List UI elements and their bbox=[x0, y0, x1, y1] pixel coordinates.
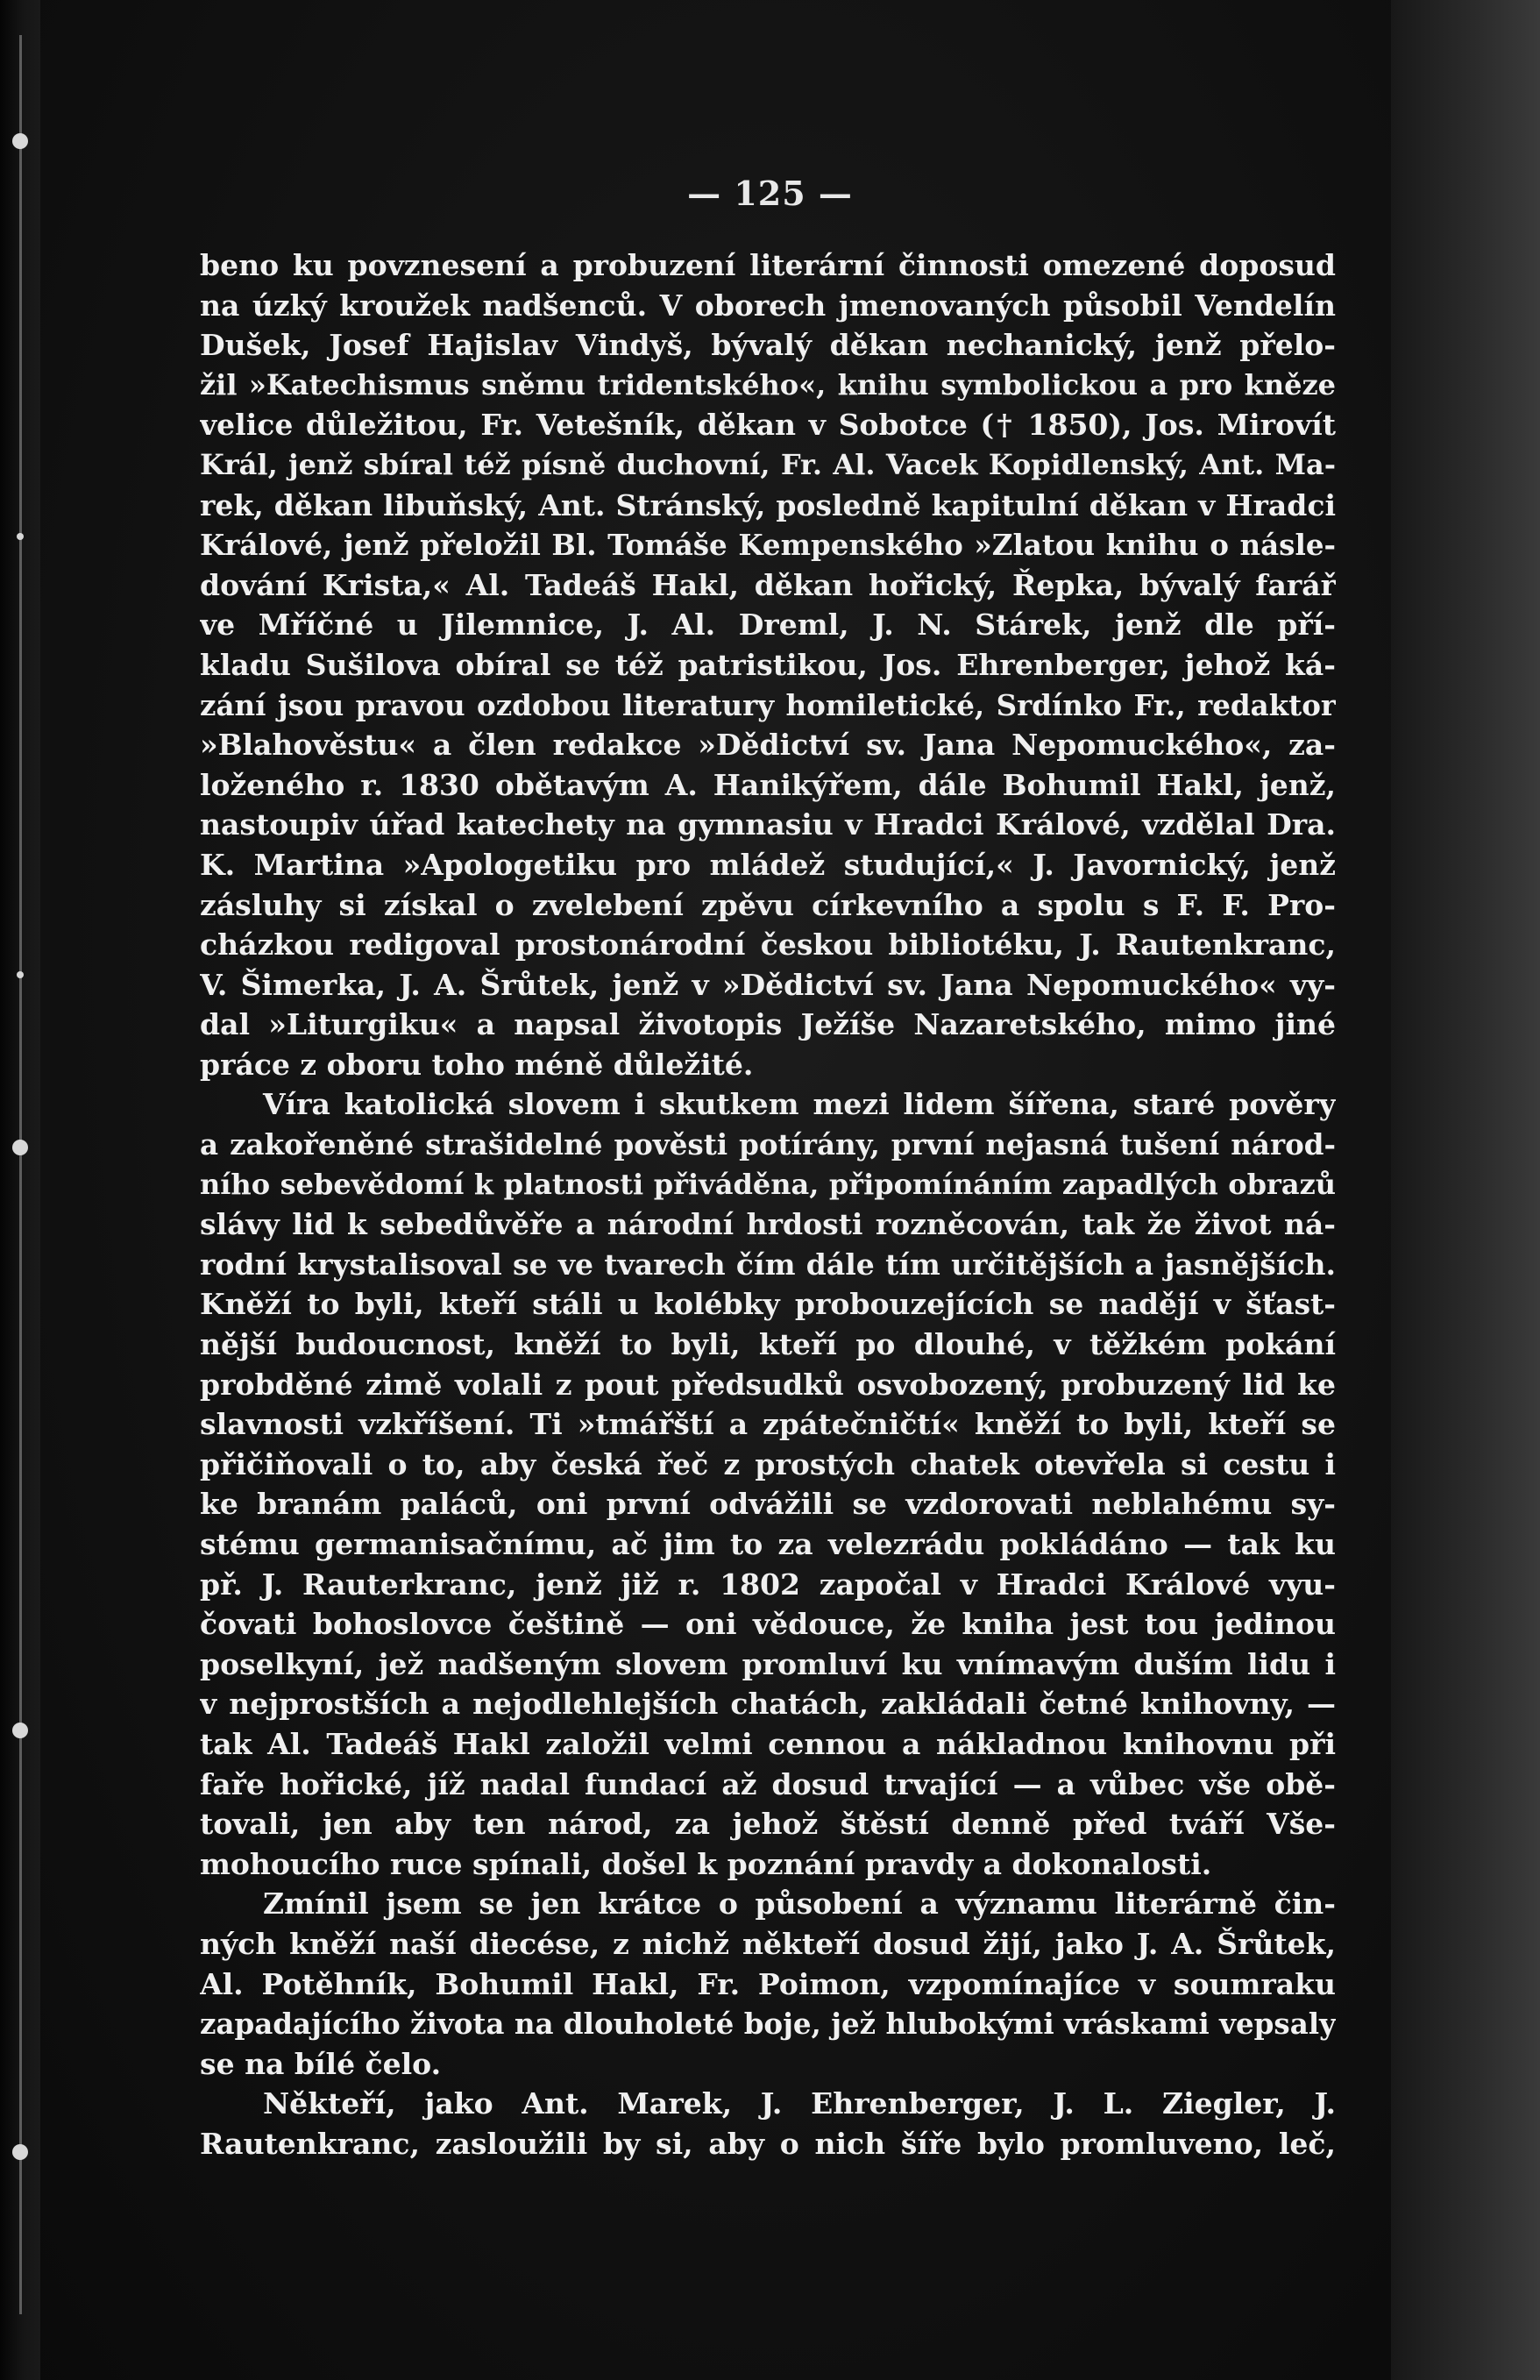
binding-hole-mark bbox=[12, 2144, 28, 2160]
text-line: zání jsou pravou ozdobou literatury homiletické, Srdínko Fr., redaktor bbox=[200, 687, 1336, 722]
text-line: nější budoucnost, kněží to byli, kteří po dlouhé, v těžkém pokání bbox=[200, 1327, 1336, 1362]
text-line: zásluhy si získal o zvelebení zpěvu církevního a spolu s F. F. Pro- bbox=[200, 887, 1336, 922]
text-line: beno ku povznesení a probuzení literární činnosti omezené doposud bbox=[200, 248, 1336, 282]
text-line: probděné zimě volali z pout předsudků osvobozený, probuzený lid ke bbox=[200, 1367, 1336, 1402]
text-line: faře hořické, jíž nadal fundací až dosud trvající — a vůbec vše obě- bbox=[200, 1766, 1336, 1801]
text-line: kladu Sušilova obíral se též patristikou, Jos. Ehrenberger, jehož ká- bbox=[200, 647, 1336, 682]
text-line: dal »Liturgiku« a napsal životopis Ježíše Nazaretského, mimo jiné bbox=[200, 1007, 1336, 1042]
text-line: K. Martina »Apologetiku pro mládež studující,« J. Javornický, jenž bbox=[200, 847, 1336, 882]
text-line: přičiňovali o to, aby česká řeč z prostých chatek otevřela si cestu i bbox=[200, 1446, 1336, 1481]
text-line: rodní krystalisoval se ve tvarech čím dále tím určitějších a jasnějších. bbox=[200, 1247, 1336, 1282]
page-right-edge bbox=[1391, 0, 1540, 2380]
text-line: loženého r. 1830 obětavým A. Hanikýřem, dále Bohumil Hakl, jenž, bbox=[200, 767, 1336, 802]
text-line: práce z oboru toho méně důležité. bbox=[200, 1047, 754, 1082]
binding-hole-mark bbox=[12, 1140, 28, 1155]
text-line: dování Krista,« Al. Tadeáš Hakl, děkan hořický, Řepka, bývalý farář bbox=[200, 567, 1336, 602]
text-line: zapadajícího života na dlouholeté boje, jež hlubokými vráskami vepsaly bbox=[200, 2007, 1336, 2042]
text-line: Al. Potěhník, Bohumil Hakl, Fr. Poimon, vzpomínajíce v soumraku bbox=[200, 1966, 1336, 2001]
text-line: ke branám paláců, oni první odvážili se vzdorovati neblahému sy- bbox=[200, 1487, 1336, 1522]
text-line: žil »Katechismus sněmu tridentského«, knihu symbolickou a pro kněze bbox=[200, 367, 1336, 401]
text-line: poselkyní, jež nadšeným slovem promluví ku vnímavým duším lidu i bbox=[200, 1646, 1336, 1681]
text-line: V. Šimerka, J. A. Šrůtek, jenž v »Dědictví sv. Jana Nepomuckého« vy- bbox=[200, 967, 1336, 1002]
text-line: Králové, jenž přeložil Bl. Tomáše Kempenského »Zlatou knihu o násle- bbox=[200, 528, 1336, 563]
text-line: ního sebevědomí k platnosti přiváděna, připomínáním zapadlých obrazů bbox=[200, 1167, 1336, 1201]
text-line: nastoupiv úřad katechety na gymnasiu v Hradci Králové, vzdělal Dra. bbox=[200, 807, 1336, 842]
text-line: stému germanisačnímu, ač jim to za velezrádu pokládáno — tak ku bbox=[200, 1527, 1336, 1561]
text-line: a zakořeněné strašidelné pověsti potírány, první nejasná tušení národ- bbox=[200, 1127, 1336, 1162]
text-line: ných kněží naší diecése, z nichž někteří dosud žijí, jako J. A. Šrůtek, bbox=[200, 1926, 1336, 1961]
binding-dot-mark bbox=[17, 971, 24, 978]
text-line: Rautenkranc, zasloužili by si, aby o nich šíře bylo promluveno, leč, bbox=[200, 2126, 1336, 2161]
text-line: Král, jenž sbíral též písně duchovní, Fr. Al. Vacek Kopidlenský, Ant. Ma- bbox=[200, 447, 1336, 481]
text-line: mohoucího ruce spínali, došel k poznání pravdy a dokonalosti. bbox=[200, 1846, 1212, 1881]
text-line: rek, děkan libuňský, Ant. Stránský, posledně kapitulní děkan v Hradci bbox=[200, 487, 1336, 522]
binding-hole-mark bbox=[12, 1723, 28, 1738]
text-line: Zmínil jsem se jen krátce o působení a významu literárně čin- bbox=[263, 1886, 1336, 1922]
text-line: ve Mříčné u Jilemnice, J. Al. Dreml, J. N. Stárek, jenž dle pří- bbox=[200, 607, 1336, 643]
text-line: Víra katolická slovem i skutkem mezi lidem šířena, staré pověry bbox=[263, 1087, 1336, 1122]
binding-rule bbox=[19, 35, 22, 2314]
text-line: čovati bohoslovce češtině — oni vědouce, že kniha jest tou jedinou bbox=[200, 1607, 1336, 1642]
text-line: slavnosti vzkříšení. Ti »tmářští a zpátečničtí« kněží to byli, kteří se bbox=[200, 1407, 1336, 1442]
binding-dot-mark bbox=[17, 533, 24, 540]
text-line: se na bílé čelo. bbox=[200, 2046, 442, 2081]
text-line: tovali, jen aby ten národ, za jehož štěstí denně před tváří Vše- bbox=[200, 1807, 1336, 1842]
text-line: na úzký kroužek nadšenců. V oborech jmenovaných působil Vendelín bbox=[200, 288, 1336, 323]
text-line: v nejprostších a nejodlehlejších chatách, zakládali četné knihovny, — bbox=[200, 1687, 1336, 1722]
binding-hole-mark bbox=[12, 133, 28, 149]
body-text bbox=[200, 245, 1336, 2164]
text-line: tak Al. Tadeáš Hakl založil velmi cennou a nákladnou knihovnu při bbox=[200, 1726, 1336, 1761]
text-line: slávy lid k sebedůvěře a národní hrdosti rozněcován, tak že život ná- bbox=[200, 1207, 1336, 1242]
text-line: velice důležitou, Fr. Vetešník, děkan v Sobotce († 1850), Jos. Mirovít bbox=[200, 408, 1336, 443]
text-line: Dušek, Josef Hajislav Vindyš, bývalý děkan nechanický, jenž přelo- bbox=[200, 328, 1336, 363]
text-line: Kněží to byli, kteří stáli u kolébky probouzejících se nadějí v šťast- bbox=[200, 1287, 1336, 1322]
text-line: cházkou redigoval prostonárodní českou bibliotéku, J. Rautenkranc, bbox=[200, 927, 1336, 963]
text-line: př. J. Rauterkranc, jenž již r. 1802 započal v Hradci Králové vyu- bbox=[200, 1567, 1336, 1602]
text-line: Někteří, jako Ant. Marek, J. Ehrenberger, J. L. Ziegler, J. bbox=[263, 2086, 1336, 2121]
text-line: »Blahověstu« a člen redakce »Dědictví sv. Jana Nepomuckého«, za- bbox=[200, 728, 1336, 763]
page-number: — 125 — bbox=[687, 174, 853, 213]
